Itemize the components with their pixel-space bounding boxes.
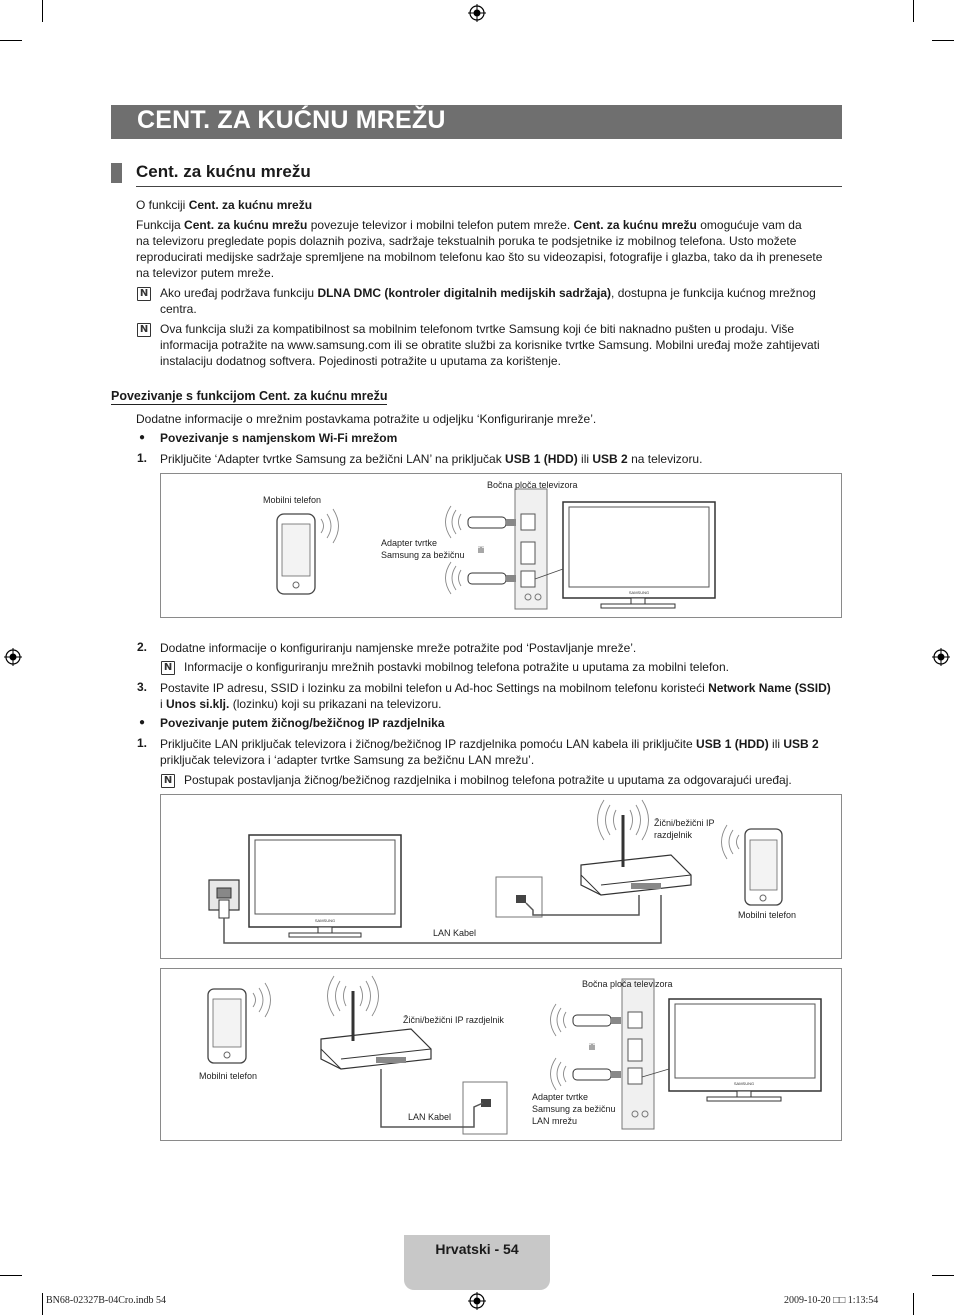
mobile-phone-icon (722, 825, 783, 905)
crop-mark (42, 0, 43, 22)
lan-port-icon (209, 880, 239, 918)
page-title: CENT. ZA KUĆNU MREŽU (137, 106, 446, 134)
page-number: Hrvatski - 54 (435, 1241, 519, 1257)
step-number: 3. (137, 680, 148, 694)
page-number-tab (404, 1235, 550, 1290)
subsection-intro: Dodatne informacije o mrežnim postavkama potražite u odjeljku ‘Konfiguriranje mreže’. (136, 412, 597, 426)
mobile-phone-icon (208, 983, 271, 1063)
label-adapter: Adapter tvrtke Samsung za bežičnu LAN mrežu (532, 1092, 616, 1126)
note-1: Ako uređaj podržava funkciju DLNA DMC (kontroler digitalnih medijskih sadržaja), dostupna je funkcija kućnog mrežnog centra. (160, 286, 816, 316)
label-router: Žični/bežični IP razdjelnik (403, 1015, 504, 1025)
wireless-adapter-icon (446, 562, 517, 594)
step-1b-note: Postupak postavljanja žičnog/bežičnog razdjelnika i mobilnog telefona potražite u uputama za odgovarajući uređaj. (184, 773, 792, 787)
step-2-text: Dodatne informacije o konfiguriranju namjenske mreže potražite pod ‘Postavljanje mreže’. (160, 641, 637, 655)
svg-text:SAMSUNG: SAMSUNG (314, 918, 336, 923)
crop-mark (913, 0, 914, 22)
section-title: Cent. za kućnu mrežu (136, 162, 311, 181)
print-date-info: 2009-10-20 □□ 1:13:54 (784, 1295, 879, 1306)
section-underline (136, 186, 842, 187)
label-or: ili (589, 1042, 595, 1052)
bullet-icon: ● (139, 717, 146, 728)
figure-lan-router (160, 794, 842, 959)
crop-mark (42, 1293, 43, 1315)
tv-icon (249, 835, 401, 937)
print-file-info: BN68-02327B-04Cro.indb 54 (46, 1295, 166, 1306)
intro-paragraph: Funkcija Cent. za kućnu mrežu povezuje televizor i mobilni telefon putem mreže. Cent. za kućnu mrežu omogućuje vam da na televizoru pregledate popis dolaznih poziva, sadržaje tekstualnih poruka te podsjetnike iz mobilnog telefona. Usto možete reproducirati medijske sadržaje spremljene na mobilnom telefonu kao što su videozapisi, fotografije i glazba, tako da ih prenesete na televizor putem mreže. (136, 218, 823, 280)
note-icon: N (137, 287, 151, 301)
label-mobile-phone: Mobilni telefon (263, 495, 322, 505)
step-2-note: Informacije o konfiguriranju mrežnih postavki mobilnog telefona potražite u uputama za mobilni telefon. (184, 660, 729, 674)
page-title-bar (111, 105, 842, 139)
router-icon (581, 800, 691, 895)
bullet-icon: ● (139, 432, 146, 443)
step-3-text: Postavite IP adresu, SSID i lozinku za mobilni telefon u Ad-hoc Settings na mobilnom telefonu koristeći Network Name (SSID) i Unos si.klj. (lozinku) koji su prikazani na televizoru. (160, 681, 831, 711)
bullet-wifi: Povezivanje s namjenskom Wi-Fi mrežom (160, 431, 398, 445)
section-marker (111, 163, 122, 183)
tv-icon (563, 502, 715, 608)
label-lan-cable: LAN Kabel (433, 928, 477, 938)
step-1b-text: Priključite LAN priključak televizora i žičnog/bežičnog IP razdjelnika pomoću LAN kabela ili priključite USB 1 (HDD) ili USB 2 priključak televizora i ‘adapter tvrtke Samsung za bežičnu LAN mrežu’. (160, 737, 819, 767)
note-icon: N (137, 323, 151, 337)
crop-mark (913, 1293, 914, 1315)
label-lan-cable: LAN Kabel (408, 1112, 452, 1122)
label-or: ili (478, 545, 484, 555)
step-number: 1. (137, 736, 148, 750)
crop-mark (0, 40, 22, 41)
label-side-panel: Bočna ploča televizora (487, 480, 578, 490)
section-header (111, 162, 842, 186)
crop-mark (0, 1275, 22, 1276)
note-icon: N (161, 774, 175, 788)
wireless-adapter-icon (551, 1004, 622, 1036)
about-line: O funkciji Cent. za kućnu mrežu (136, 198, 313, 212)
figure-wifi-direct (160, 473, 842, 618)
crop-mark (932, 40, 954, 41)
step-number: 2. (137, 640, 148, 654)
figure-wireless-router (160, 968, 842, 1141)
step-number: 1. (137, 451, 148, 465)
wall-socket-icon (496, 877, 542, 917)
note-2: Ova funkcija služi za kompatibilnost sa mobilnim telefonom tvrtke Samsung koji će biti naknadno pušten u prodaju. Više informacija potražite na www.samsung.com ili se obratite službi za korisnike tvrtke Samsung. Mobilni uređaj može zahtijevati instalaciju dodatnog softvera. Pojedinosti potražite u uputama za korištenje. (160, 322, 820, 368)
registration-mark-icon (468, 4, 486, 22)
label-side-panel: Bočna ploča televizora (582, 979, 673, 989)
crop-mark (932, 1275, 954, 1276)
svg-text:SAMSUNG: SAMSUNG (628, 590, 650, 595)
subsection-title: Povezivanje s funkcijom Cent. za kućnu mrežu (111, 389, 388, 403)
wireless-adapter-icon (446, 506, 517, 538)
wall-socket-icon (463, 1082, 507, 1134)
registration-mark-icon (468, 1292, 486, 1310)
svg-text:SAMSUNG: SAMSUNG (733, 1081, 755, 1086)
tv-side-panel (622, 979, 654, 1129)
registration-mark-icon (4, 648, 22, 666)
label-router: Žični/bežični IP razdjelnik (654, 818, 715, 840)
note-icon: N (161, 661, 175, 675)
bullet-router: Povezivanje putem žičnog/bežičnog IP razdjelnika (160, 716, 445, 730)
tv-icon (669, 999, 821, 1101)
mobile-phone-icon (277, 509, 339, 594)
tv-side-panel (515, 489, 547, 609)
label-mobile-phone: Mobilni telefon (199, 1071, 258, 1081)
label-mobile-phone: Mobilni telefon (738, 910, 797, 920)
wireless-adapter-icon (551, 1058, 622, 1090)
step-1-text: Priključite ‘Adapter tvrtke Samsung za bežični LAN’ na priključak USB 1 (HDD) ili USB 2 na televizoru. (160, 452, 703, 466)
registration-mark-icon (932, 648, 950, 666)
label-adapter: Adapter tvrtke Samsung za bežičnu (381, 538, 465, 560)
